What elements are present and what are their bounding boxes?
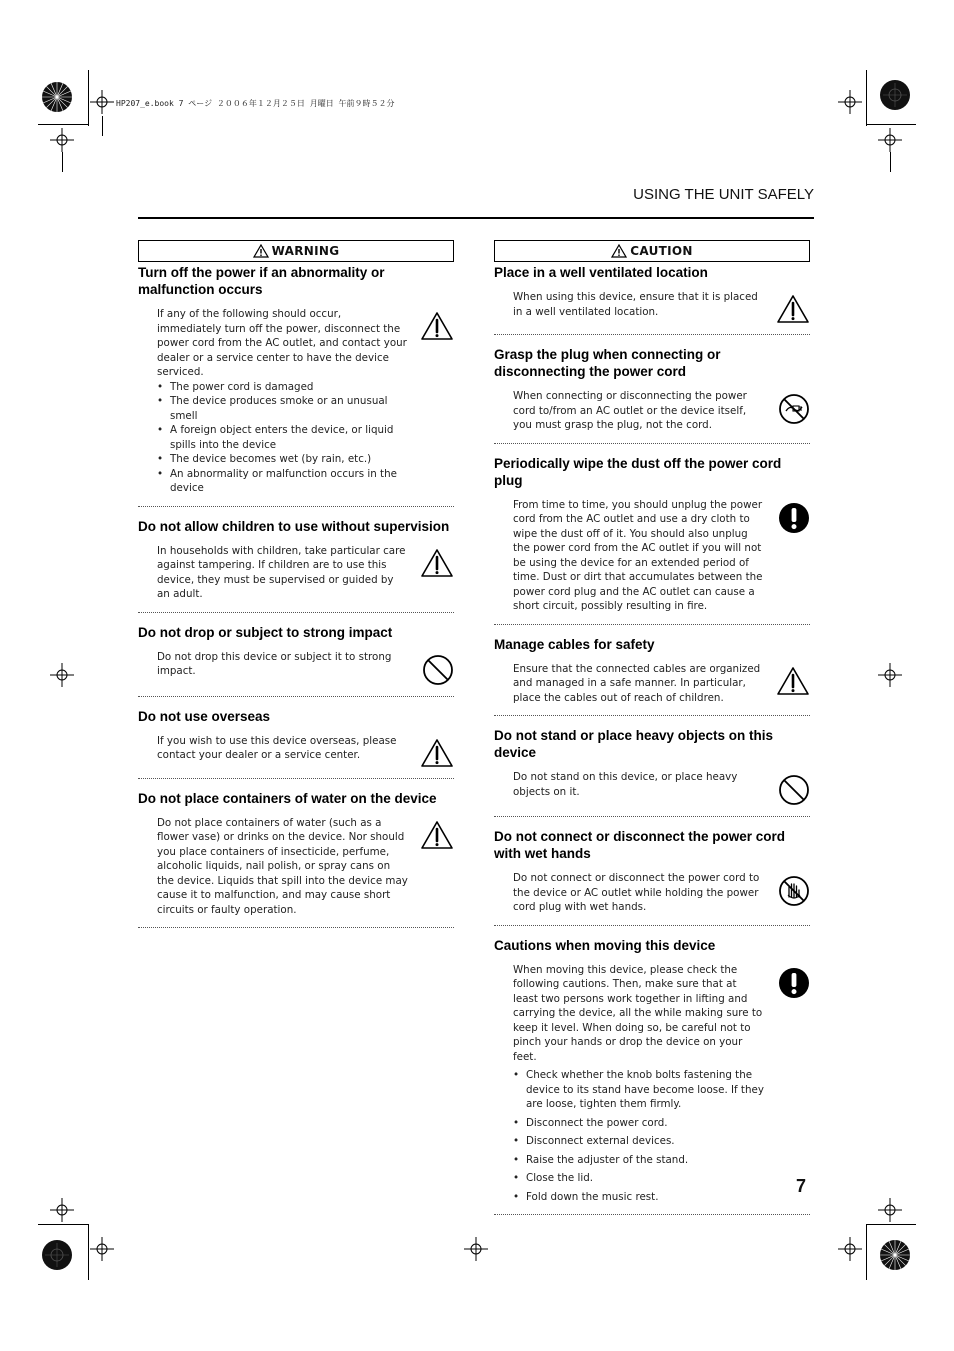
warning-triangle-icon bbox=[253, 244, 269, 258]
caution-triangle-icon bbox=[420, 738, 454, 768]
caution-item-heavy-objects bbox=[494, 727, 810, 817]
item-title: Do not connect or disconnect the power cord with wet hands bbox=[494, 829, 786, 861]
caution-triangle-icon bbox=[776, 666, 810, 696]
caution-item-ventilation bbox=[494, 264, 810, 335]
item-body: Do not drop this device or subject it to strong impact. bbox=[157, 650, 392, 677]
item-title: Turn off the power if an abnormality or malfunction occurs bbox=[138, 265, 385, 297]
list-item: • The device produces smoke or an unusual smell bbox=[157, 394, 408, 423]
warning-item-drop bbox=[138, 624, 454, 697]
caution-item-moving bbox=[494, 937, 810, 1216]
item-title: Do not place containers of water on the device bbox=[138, 790, 437, 806]
warning-column bbox=[138, 240, 454, 928]
crosshair-icon bbox=[90, 1237, 114, 1261]
item-bullets bbox=[513, 1068, 764, 1204]
warning-triangle-icon bbox=[611, 244, 627, 258]
warning-item-overseas bbox=[138, 708, 454, 779]
caution-column bbox=[494, 240, 810, 1215]
caution-item-cables bbox=[494, 636, 810, 717]
list-item: • Raise the adjuster of the stand. bbox=[513, 1153, 764, 1168]
item-title: Cautions when moving this device bbox=[494, 937, 716, 953]
mandatory-exclamation-icon bbox=[778, 502, 810, 534]
list-item: • Close the lid. bbox=[513, 1171, 764, 1186]
caution-triangle-icon bbox=[420, 548, 454, 578]
caution-item-wet-hands bbox=[494, 828, 810, 926]
header-rule bbox=[138, 217, 814, 219]
caution-triangle-icon bbox=[420, 820, 454, 850]
crosshair-icon bbox=[838, 90, 862, 114]
page-number: 7 bbox=[796, 1176, 807, 1196]
item-body: In households with children, take particular care against tampering. If children are to use this device, they must be supervised or guided by an adult. bbox=[157, 544, 406, 600]
list-item: • A foreign object enters the device, or liquid spills into the device bbox=[157, 423, 408, 452]
item-body: From time to time, you should unplug the power cord from the AC outlet and use a dry cloth to wipe the dust off of it. You should also unplug the power cord from the AC outlet if you will not be using the device for an extended period of time. Dust or dirt that accumulates between the power cord plug and the AC outlet can cause a short circuit, possibly resulting in fire. bbox=[513, 498, 763, 612]
item-body: If any of the following should occur, immediately turn off the power, disconnect the power cord from the AC outlet, and contact your dealer or a service center to have the device serviced. bbox=[157, 308, 407, 378]
crosshair-icon bbox=[50, 663, 74, 687]
list-item: • An abnormality or malfunction occurs in the device bbox=[157, 467, 408, 496]
registration-target-icon bbox=[40, 80, 74, 114]
caution-label: CAUTION bbox=[630, 244, 693, 258]
item-title: Place in a well ventilated location bbox=[494, 265, 708, 280]
crosshair-icon bbox=[878, 663, 902, 687]
warning-item-water bbox=[138, 790, 454, 929]
warning-item-children bbox=[138, 518, 454, 613]
item-body: If you wish to use this device overseas, please contact your dealer or a service center. bbox=[157, 734, 397, 761]
item-title: Grasp the plug when connecting or disconnecting the power cord bbox=[494, 347, 721, 379]
crosshair-icon bbox=[878, 1198, 902, 1222]
list-item: • Disconnect external devices. bbox=[513, 1134, 764, 1149]
crosshair-icon bbox=[878, 128, 902, 152]
caution-item-wipe-dust bbox=[494, 455, 810, 625]
item-bullets bbox=[157, 380, 408, 496]
list-item: • The power cord is damaged bbox=[157, 380, 408, 395]
item-title: Do not drop or subject to strong impact bbox=[138, 624, 393, 640]
item-title: Do not allow children to use without supervision bbox=[138, 518, 450, 534]
file-info: HP207_e.book 7 ページ ２００６年１２月２５日 月曜日 午前９時５２分 bbox=[116, 99, 395, 108]
list-item: • Disconnect the power cord. bbox=[513, 1116, 764, 1131]
registration-target-icon bbox=[878, 1238, 912, 1272]
item-body: Do not connect or disconnect the power cord to the device or AC outlet while holding the power cord plug with wet hands. bbox=[513, 872, 760, 913]
item-body: When connecting or disconnecting the power cord to/from an AC outlet or the device itself, you must grasp the plug, not the cord. bbox=[513, 390, 747, 431]
list-item: • Check whether the knob bolts fastening the device to its stand have become loose. If they are loose, tighten them firmly. bbox=[513, 1068, 764, 1112]
item-body: Do not place containers of water (such as a flower vase) or drinks on the device. Nor should you place containers of insecticide, perfume, alcoholic liquids, nail polish, or spray cans on the device. Liquids that spill into the device may cause it to malfunction, and may cause short circuits or faulty operation. bbox=[157, 816, 408, 916]
item-title: Do not use overseas bbox=[138, 708, 271, 724]
item-title: Manage cables for safety bbox=[494, 636, 655, 652]
item-body: Ensure that the connected cables are organized and managed in a safe manner. In particular, place the cables out of reach of children. bbox=[513, 662, 761, 704]
mandatory-exclamation-icon bbox=[778, 967, 810, 999]
item-body: When moving this device, please check the following cautions. Then, make sure that at least two persons work together in lifting and carrying the device, all the while making sure to keep it level. When doing so, be careful not to pinch your hands or drop the device on your feet. bbox=[513, 963, 763, 1063]
registration-target-icon bbox=[878, 78, 912, 112]
crosshair-icon bbox=[838, 1237, 862, 1261]
caution-triangle-icon bbox=[776, 294, 810, 324]
item-title: Do not stand or place heavy objects on this device bbox=[494, 728, 774, 760]
prohibited-icon bbox=[422, 654, 454, 686]
list-item: • Fold down the music rest. bbox=[513, 1190, 764, 1205]
warning-label: WARNING bbox=[271, 244, 340, 258]
registration-target-icon bbox=[40, 1238, 74, 1272]
caution-item-grasp-plug bbox=[494, 346, 810, 444]
no-pulling-cord-icon bbox=[778, 393, 810, 425]
caution-triangle-icon bbox=[420, 311, 454, 341]
section-title: USING THE UNIT SAFELY bbox=[633, 186, 814, 203]
warning-item-abnormality bbox=[138, 264, 454, 507]
item-title: Periodically wipe the dust off the power cord plug bbox=[494, 455, 782, 488]
item-body: Do not stand on this device, or place heavy objects on it. bbox=[513, 771, 738, 798]
crosshair-icon bbox=[90, 90, 114, 114]
crosshair-icon bbox=[464, 1237, 488, 1261]
crosshair-icon bbox=[50, 128, 74, 152]
caution-banner bbox=[494, 240, 810, 262]
item-body: When using this device, ensure that it is placed in a well ventilated location. bbox=[513, 291, 758, 318]
prohibited-icon bbox=[778, 774, 810, 806]
list-item: • The device becomes wet (by rain, etc.) bbox=[157, 452, 408, 467]
crosshair-icon bbox=[50, 1198, 74, 1222]
warning-banner bbox=[138, 240, 454, 262]
no-wet-hands-icon bbox=[778, 875, 810, 907]
